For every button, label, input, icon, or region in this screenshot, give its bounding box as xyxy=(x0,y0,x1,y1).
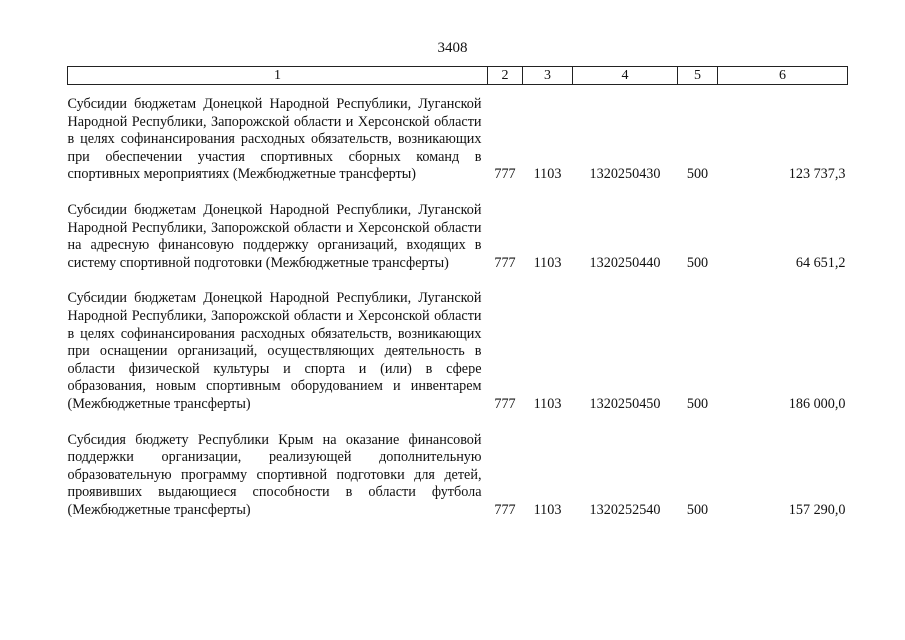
column-header-1: 1 xyxy=(68,67,488,85)
row-description: Субсидии бюджетам Донецкой Народной Республики, Луганской Народной Республики, Запорожской области и Херсонской области в целях софинансирования расходных обязательств, возникающих при обеспечении участия спортивных сборных команд в спортивных мероприятиях (Межбюджетные трансферты) xyxy=(67,96,482,183)
page-number: 3408 xyxy=(437,40,468,56)
table-row xyxy=(68,202,848,272)
row-description: Субсидии бюджетам Донецкой Народной Республики, Луганской Народной Республики, Запорожской области и Херсонской области на адресную финансовую поддержку организаций, входящих в систему спортивной подготовки (Межбюджетные трансферты) xyxy=(67,201,482,271)
row-ministry-code: 777 xyxy=(494,501,516,518)
row-ministry-code: 777 xyxy=(494,254,516,271)
row-section-code: 1103 xyxy=(533,501,562,518)
table-row xyxy=(68,290,848,413)
row-description: Субсидия бюджету Республики Крым на оказание финансовой поддержки организации, реализующей дополнительную образовательную программу спортивной подготовки для детей, проявивших выдающиеся способности в области футбола (Межбюджетные трансферты) xyxy=(67,431,482,518)
row-amount: 64 651,2 xyxy=(795,254,846,271)
row-amount: 186 000,0 xyxy=(788,395,846,412)
budget-table xyxy=(67,66,848,519)
row-expense-type: 500 xyxy=(686,166,709,183)
row-expense-type: 500 xyxy=(686,501,709,518)
table-header-row xyxy=(68,67,848,85)
row-description: Субсидии бюджетам Донецкой Народной Республики, Луганской Народной Республики, Запорожской области и Херсонской области в целях софинансирования расходных обязательств, возникающих при оснащении организаций, осуществляющих деятельность в области физической культуры и спорта и (или) в сфере образования, новым спортивным оборудованием и инвентарем (Межбюджетные трансферты) xyxy=(67,290,482,412)
row-section-code: 1103 xyxy=(533,395,562,412)
table-row xyxy=(68,96,848,184)
row-target-article: 1320250430 xyxy=(589,166,661,183)
row-ministry-code: 777 xyxy=(494,166,516,183)
row-amount: 123 737,3 xyxy=(788,166,846,183)
column-header-2: 2 xyxy=(488,67,523,85)
row-target-article: 1320252540 xyxy=(589,501,661,518)
row-amount: 157 290,0 xyxy=(788,501,846,518)
row-section-code: 1103 xyxy=(533,166,562,183)
table-row xyxy=(68,432,848,520)
row-section-code: 1103 xyxy=(533,254,562,271)
row-target-article: 1320250440 xyxy=(589,254,661,271)
column-header-3: 3 xyxy=(523,67,573,85)
row-expense-type: 500 xyxy=(686,395,709,412)
row-ministry-code: 777 xyxy=(494,395,516,412)
row-expense-type: 500 xyxy=(686,254,709,271)
row-target-article: 1320250450 xyxy=(589,395,661,412)
column-header-5: 5 xyxy=(678,67,718,85)
column-header-4: 4 xyxy=(573,67,678,85)
column-header-6: 6 xyxy=(718,67,848,85)
